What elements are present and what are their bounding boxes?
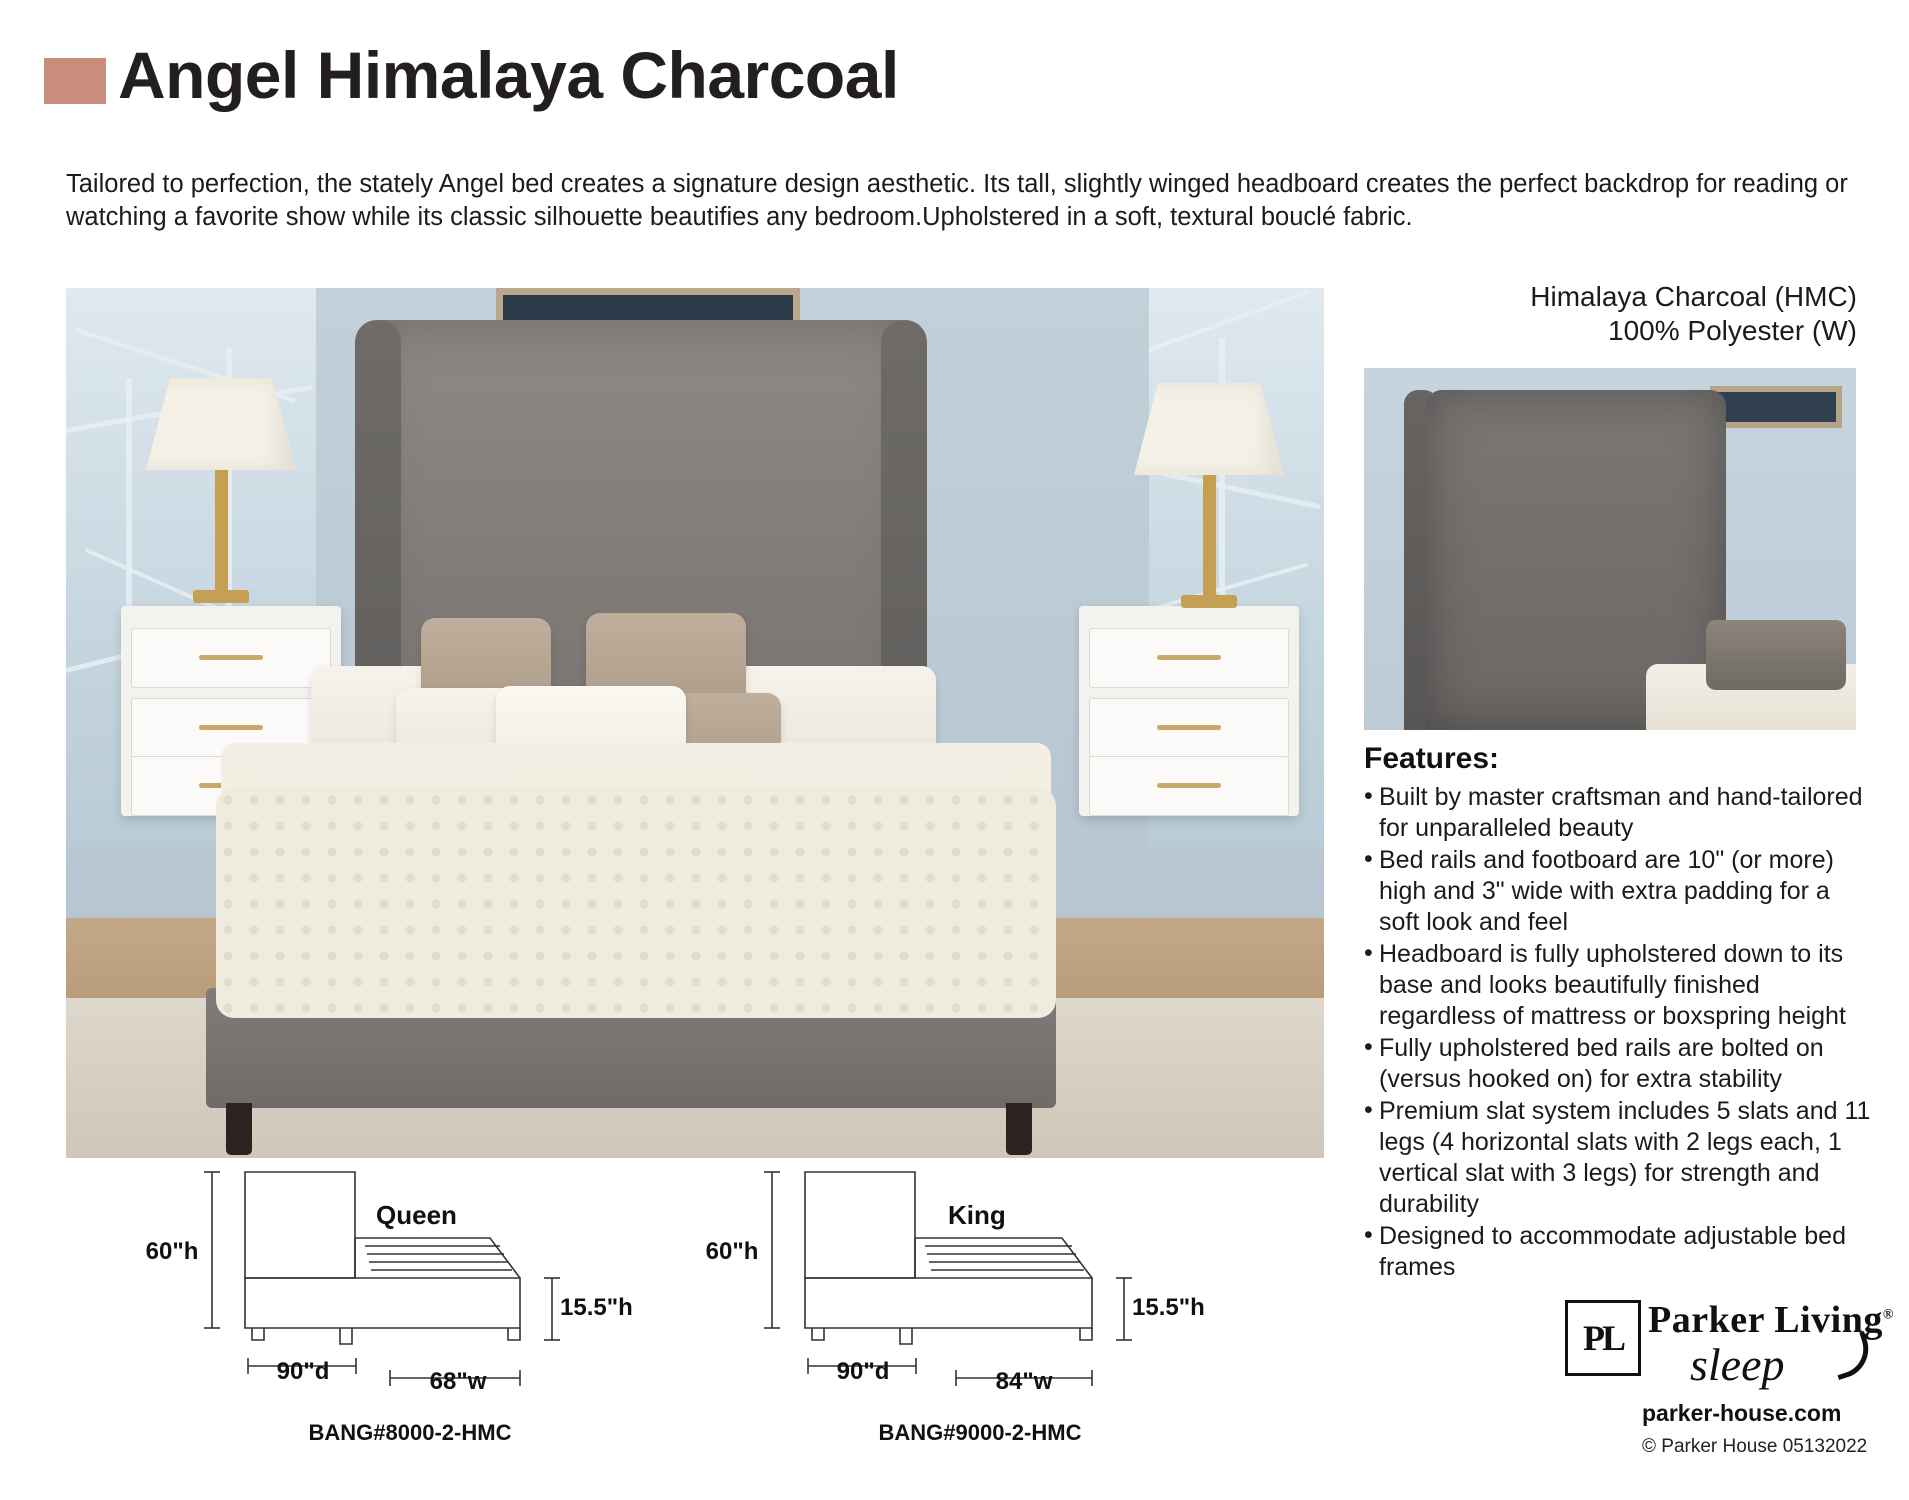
king-depth: 90"d (836, 1358, 890, 1385)
detail-pillow (1706, 620, 1846, 690)
product-description: Tailored to perfection, the stately Angel bed creates a signature design aesthetic. Its tall, slightly winged headboard creates the perfect backdrop for reading or watching a favorite show while its classic silhouette beautifies any bedroom.Upholstered in a soft, textural bouclé fabric. (66, 170, 1848, 231)
features-list (1364, 782, 1874, 1284)
feature-item: • Built by master craftsman and hand-tailored for unparalleled beauty (1364, 782, 1874, 844)
king-width: 84"w (995, 1368, 1053, 1395)
queen-depth: 90"d (276, 1358, 330, 1385)
page-title: Angel Himalaya Charcoal (118, 38, 899, 112)
website-link[interactable]: parker-house.com (1642, 1400, 1842, 1426)
table-lamp-right (1134, 383, 1284, 608)
room-photo (66, 288, 1324, 1158)
swatch-name: Himalaya Charcoal (HMC) (1530, 281, 1857, 312)
swatch-material: 100% Polyester (W) (1608, 315, 1857, 347)
accent-bar (44, 58, 106, 104)
bed-leg-left (226, 1103, 252, 1155)
logo-monogram: PL (1565, 1300, 1641, 1376)
king-diagram-svg (720, 1160, 1240, 1400)
queen-height: 60"h (145, 1238, 199, 1265)
detail-wall-art (1710, 386, 1842, 428)
nightstand-right (1079, 606, 1299, 816)
dimension-diagram-queen (145, 1160, 680, 1445)
queen-rail-height: 15.5"h (560, 1294, 633, 1321)
queen-sku: BANG#8000-2-HMC (308, 1420, 512, 1445)
bed-leg-right (1006, 1103, 1032, 1155)
queen-label: Queen (376, 1200, 457, 1230)
queen-width: 68"w (429, 1368, 487, 1395)
fabric-detail-photo (1364, 368, 1856, 730)
feature-item: • Premium slat system includes 5 slats and 11 legs (4 horizontal slats with 2 legs each, 1 vertical slat with 3 legs) for strength and durability (1364, 1096, 1874, 1220)
swatch-labels (1157, 280, 1857, 348)
feature-item: • Headboard is fully upholstered down to its base and looks beautifully finished regardless of mattress or boxspring height (1364, 939, 1874, 1032)
feature-item: • Fully upholstered bed rails are bolted on (versus hooked on) for extra stability (1364, 1033, 1874, 1095)
king-height: 60"h (705, 1238, 759, 1265)
queen-diagram-svg (160, 1160, 680, 1400)
brand-name-text: Parker Living (1648, 1299, 1883, 1341)
registered-mark: ® (1882, 1307, 1894, 1323)
feature-item: • Bed rails and footboard are 10" (or more) high and 3" wide with extra padding for a soft look and feel (1364, 845, 1874, 938)
copyright-text: © Parker House 05132022 (1642, 1436, 1868, 1457)
brand-sub: sleep (1690, 1339, 1785, 1390)
feature-item: • Designed to accommodate adjustable bed frames (1364, 1221, 1874, 1283)
table-lamp-left (146, 378, 296, 603)
textured-coverlet (216, 788, 1056, 1018)
dimension-diagram-king (705, 1160, 1240, 1445)
king-sku: BANG#9000-2-HMC (878, 1420, 1082, 1445)
features-heading: Features: (1364, 742, 1500, 775)
king-label: King (948, 1200, 1006, 1230)
king-rail-height: 15.5"h (1132, 1294, 1205, 1321)
